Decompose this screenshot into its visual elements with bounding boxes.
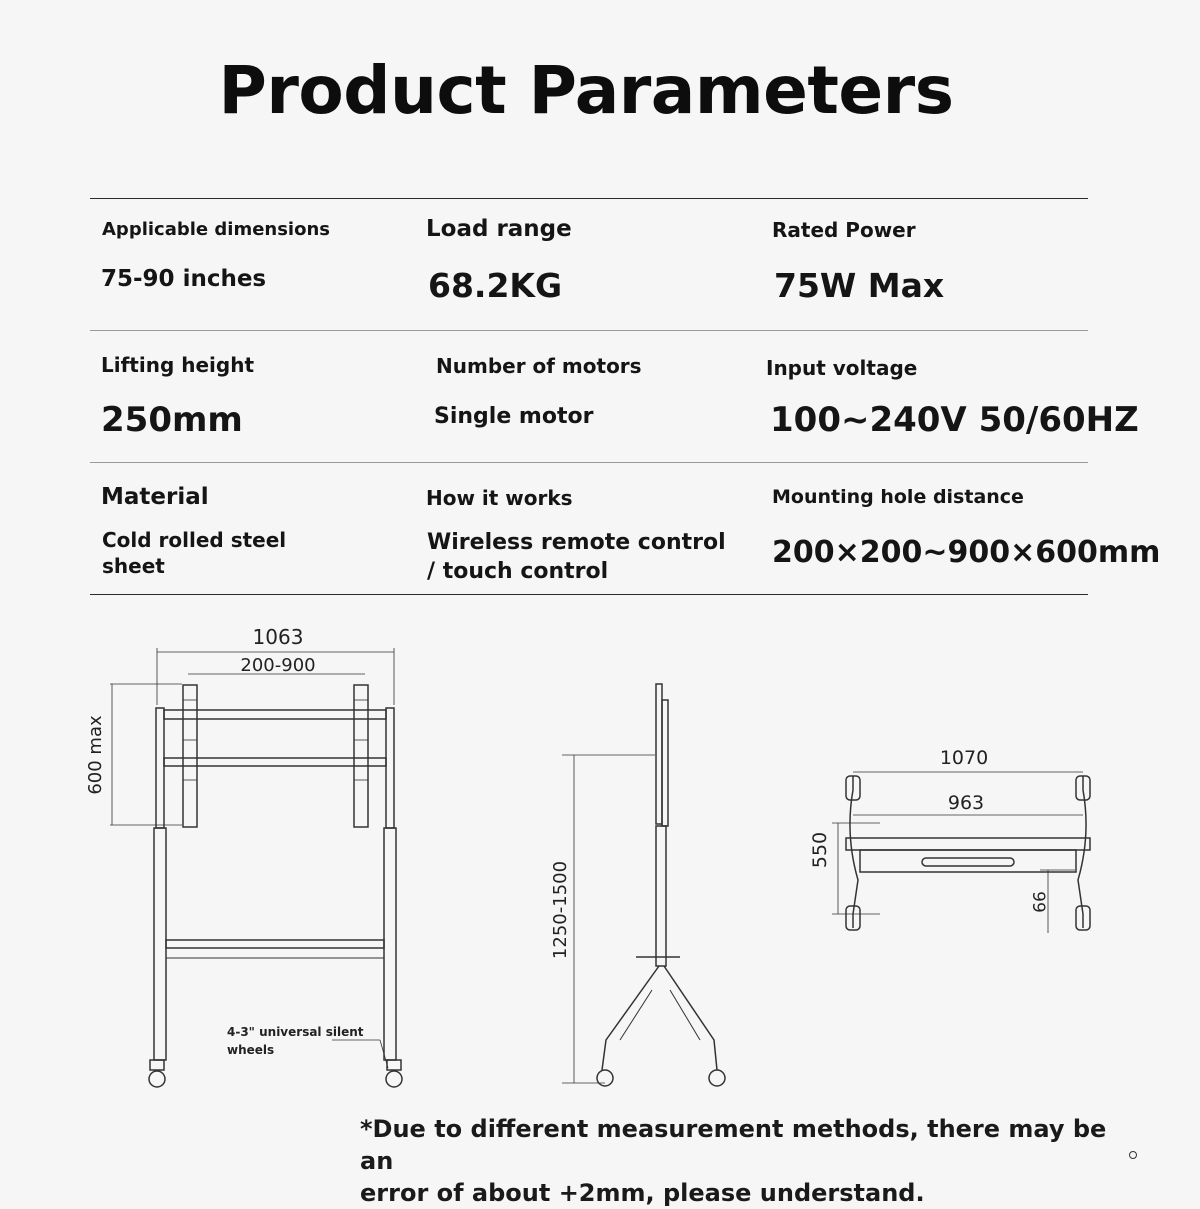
wheel-note-line1: 4-3" universal silent: [227, 1025, 364, 1039]
spec-value-load-range: 68.2KG: [428, 266, 563, 305]
spec-label-mounting-hole-distance: Mounting hole distance: [772, 486, 1024, 508]
spec-value-number-of-motors: Single motor: [434, 404, 594, 429]
front-mount-height-label: 600 max: [85, 715, 106, 795]
spec-label-number-of-motors: Number of motors: [436, 354, 642, 378]
spec-label-material: Material: [101, 484, 209, 510]
side-height-range-label: 1250-1500: [550, 860, 571, 960]
spec-label-lifting-height: Lifting height: [101, 353, 255, 377]
spec-value-mounting-hole-distance: 200×200~900×600mm: [772, 535, 1161, 570]
spec-value-how-it-works-line2: / touch control: [427, 559, 609, 584]
corner-dot-mark: [1129, 1151, 1137, 1159]
top-depth-label: 550: [809, 831, 831, 869]
spec-value-how-it-works-line1: Wireless remote control: [427, 530, 726, 555]
top-inner-width-label: 963: [947, 792, 985, 814]
spec-value-rated-power: 75W Max: [774, 266, 945, 305]
spec-label-rated-power: Rated Power: [772, 218, 916, 242]
spec-value-material-line2: sheet: [102, 554, 165, 578]
spec-value-input-voltage: 100~240V 50/60HZ: [770, 400, 1139, 440]
wheel-note-line2: wheels: [227, 1043, 275, 1057]
top-overall-width-label: 1070: [939, 747, 989, 769]
page-title: Product Parameters: [218, 52, 954, 129]
disclaimer-line2: error of about +2mm, please understand.: [360, 1179, 925, 1207]
spec-value-applicable-dimensions: 75-90 inches: [101, 266, 267, 292]
top-offset-label: 99: [1028, 891, 1048, 913]
front-overall-width-label: 1063: [252, 625, 304, 649]
front-mount-width-label: 200-900: [240, 655, 316, 676]
spec-label-input-voltage: Input voltage: [766, 356, 918, 380]
spec-label-applicable-dimensions: Applicable dimensions: [102, 219, 330, 240]
front-view-drawing: [110, 648, 402, 1087]
measurement-disclaimer: [360, 1113, 1120, 1209]
spec-label-how-it-works: How it works: [426, 486, 573, 510]
side-view-drawing: [562, 684, 725, 1086]
spec-label-load-range: Load range: [426, 216, 572, 242]
spec-value-lifting-height: 250mm: [101, 400, 243, 440]
spec-value-material-line1: Cold rolled steel: [102, 528, 287, 552]
disclaimer-line1: *Due to different measurement methods, there may be an: [360, 1115, 1107, 1175]
